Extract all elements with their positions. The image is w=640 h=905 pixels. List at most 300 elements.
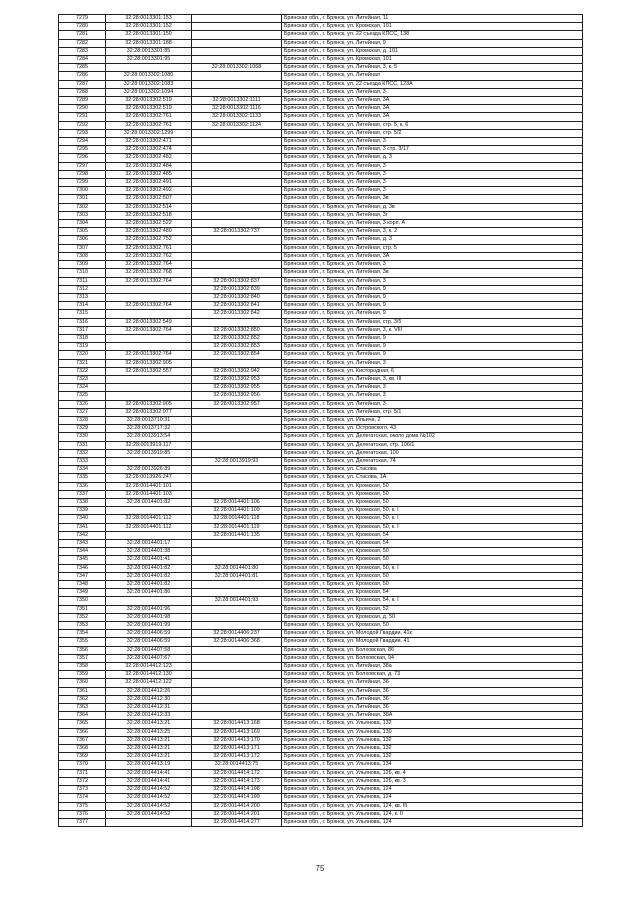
- parent-cadastral-number-cell: 32:28:0013302:942: [192, 367, 282, 375]
- parent-cadastral-number-cell: [192, 449, 282, 457]
- address-cell: Брянская обл., г. Брянск, ул. Ульянова, 130: [282, 728, 583, 736]
- cadastral-number-cell: 32:28:0014414:52: [106, 810, 192, 818]
- address-cell: Брянская обл., г. Брянск, ул. Литейная, 3: [282, 88, 583, 96]
- parent-cadastral-number-cell: [192, 613, 282, 621]
- cadastral-number-cell: 32:28:0013302:480: [106, 228, 192, 236]
- cadastral-number-cell: 32:28:0013302:474: [106, 146, 192, 154]
- parent-cadastral-number-cell: [192, 490, 282, 498]
- table-row: [59, 269, 583, 277]
- parent-cadastral-number-cell: [192, 712, 282, 720]
- row-number-cell: 7355: [59, 638, 106, 646]
- parent-cadastral-number-cell: [192, 47, 282, 55]
- row-number-cell: 7304: [59, 220, 106, 228]
- address-cell: Брянская обл., г. Брянск, ул. Литейная, 3: [282, 179, 583, 187]
- row-number-cell: 7377: [59, 818, 106, 826]
- address-cell: Брянская обл., г. Брянск, ул. Кромская, 50, к. I: [282, 564, 583, 572]
- address-cell: Брянская обл., г. Брянск, ул. Делегатская, 74: [282, 457, 583, 465]
- cadastral-number-cell: 32:28:0013301:85: [106, 47, 192, 55]
- address-cell: Брянская обл., г. Брянск, ул. 22 съезда КПСС, 138: [282, 31, 583, 39]
- row-number-cell: 7281: [59, 31, 106, 39]
- address-cell: Брянская обл., г. Брянск, ул. Кромская, 50, к. I: [282, 523, 583, 531]
- table-row: [59, 441, 583, 449]
- cadastral-number-cell: 32:28:0013302:482: [106, 154, 192, 162]
- row-number-cell: 7331: [59, 441, 106, 449]
- parent-cadastral-number-cell: [192, 687, 282, 695]
- parent-cadastral-number-cell: [192, 170, 282, 178]
- cadastral-number-cell: 32:28:0013302:764: [106, 277, 192, 285]
- address-cell: Брянская обл., г. Брянск, ул. Кромская, 50: [282, 498, 583, 506]
- address-cell: Брянская обл., г. Брянск, ул. Болховская, 94: [282, 654, 583, 662]
- cadastral-number-cell: 32:28:0013302:762: [106, 252, 192, 260]
- cadastral-number-cell: 32:28:0014401:82: [106, 581, 192, 589]
- row-number-cell: 7332: [59, 449, 106, 457]
- table-row: [59, 211, 583, 219]
- row-number-cell: 7288: [59, 88, 106, 96]
- parent-cadastral-number-cell: 32:28:0014414:200: [192, 802, 282, 810]
- parent-cadastral-number-cell: [192, 581, 282, 589]
- parent-cadastral-number-cell: [192, 482, 282, 490]
- address-cell: Брянская обл., г. Брянск, ул. Молодой Гвардии, 41к: [282, 630, 583, 638]
- table-row: [59, 31, 583, 39]
- address-cell: Брянская обл., г. Брянск, ул. Литейная, 36: [282, 704, 583, 712]
- address-cell: Брянская обл., г. Брянск, ул. Литейная, 9: [282, 310, 583, 318]
- address-cell: Брянская обл., г. Брянск, ул. Делегатская, около дома №102: [282, 433, 583, 441]
- cadastral-number-cell: 32:28:0013710:31: [106, 416, 192, 424]
- table-row: [59, 88, 583, 96]
- address-cell: Брянская обл., г. Брянск, ул. Ульянова, 132: [282, 745, 583, 753]
- cadastral-number-cell: 32:28:0014413:19: [106, 761, 192, 769]
- table-row: [59, 794, 583, 802]
- parent-cadastral-number-cell: [192, 236, 282, 244]
- row-number-cell: 7357: [59, 654, 106, 662]
- parent-cadastral-number-cell: [192, 162, 282, 170]
- address-cell: Брянская обл., г. Брянск, ул. Литейная, 36: [282, 695, 583, 703]
- table-row: [59, 531, 583, 539]
- address-cell: Брянская обл., г. Брянск, ул. Кромская, 50: [282, 622, 583, 630]
- table-row: [59, 540, 583, 548]
- row-number-cell: 7310: [59, 269, 106, 277]
- table-row: [59, 457, 583, 465]
- cadastral-number-cell: 32:28:0014401:86: [106, 589, 192, 597]
- address-cell: Брянская обл., г. Брянск, ул. Литейная, 3: [282, 138, 583, 146]
- table-row: [59, 56, 583, 64]
- address-cell: Брянская обл., г. Брянск, ул. Литейная, 38а: [282, 663, 583, 671]
- row-number-cell: 7311: [59, 277, 106, 285]
- row-number-cell: 7343: [59, 540, 106, 548]
- parent-cadastral-number-cell: 32:28:0014401:81: [192, 572, 282, 580]
- cadastral-number-cell: 32:28:0014414:52: [106, 794, 192, 802]
- parent-cadastral-number-cell: [192, 622, 282, 630]
- parent-cadastral-number-cell: 32:28:0014406:237: [192, 630, 282, 638]
- cadastral-number-cell: 32:28:0014414:41: [106, 777, 192, 785]
- address-cell: Брянская обл., г. Брянск, ул. Литейная, 3в: [282, 269, 583, 277]
- row-number-cell: 7335: [59, 474, 106, 482]
- parent-cadastral-number-cell: 32:28:0013302:737: [192, 228, 282, 236]
- parent-cadastral-number-cell: 32:28:0014413:172: [192, 753, 282, 761]
- cadastral-number-cell: 32:28:0013302:761: [106, 244, 192, 252]
- cadastral-number-cell: 32:28:0013302:519: [106, 105, 192, 113]
- table-row: [59, 490, 583, 498]
- parent-cadastral-number-cell: 32:28:0013302:840: [192, 293, 282, 301]
- address-cell: Брянская обл., г. Брянск, ул. Ульянова, 134: [282, 761, 583, 769]
- table-row: [59, 498, 583, 506]
- cadastral-number-cell: [106, 293, 192, 301]
- parent-cadastral-number-cell: [192, 15, 282, 23]
- table-row: [59, 802, 583, 810]
- table-row: [59, 736, 583, 744]
- row-number-cell: 7283: [59, 47, 106, 55]
- cadastral-number-cell: 32:28:0013926:39: [106, 466, 192, 474]
- address-cell: Брянская обл., г. Брянск, ул. Ульянова, 126, кв. 3: [282, 777, 583, 785]
- address-cell: Брянская обл., г. Брянск, ул. Литейная, 3 корп. А: [282, 220, 583, 228]
- table-row: [59, 113, 583, 121]
- address-cell: Брянская обл., г. Брянск, ул. Литейная, 3: [282, 384, 583, 392]
- row-number-cell: 7348: [59, 581, 106, 589]
- table-row: [59, 654, 583, 662]
- parent-cadastral-number-cell: [192, 252, 282, 260]
- address-cell: Брянская обл., г. Брянск, ул. Литейная, 9: [282, 302, 583, 310]
- table-row: [59, 745, 583, 753]
- address-cell: Брянская обл., г. Брянск, ул. Литейная, 9: [282, 285, 583, 293]
- table-row: [59, 203, 583, 211]
- row-number-cell: 7356: [59, 646, 106, 654]
- cadastral-number-cell: 32:28:0013301:152: [106, 23, 192, 31]
- row-number-cell: 7328: [59, 416, 106, 424]
- table-row: [59, 220, 583, 228]
- cadastral-number-cell: 32:28:0013302:519: [106, 97, 192, 105]
- row-number-cell: 7362: [59, 695, 106, 703]
- row-number-cell: 7293: [59, 129, 106, 137]
- table-row: [59, 261, 583, 269]
- table-row: [59, 351, 583, 359]
- cadastral-number-cell: 32:28:0014413:21: [106, 753, 192, 761]
- cadastral-number-cell: 32:28:0014401:96: [106, 605, 192, 613]
- row-number-cell: 7316: [59, 318, 106, 326]
- table-row: [59, 449, 583, 457]
- row-number-cell: 7308: [59, 252, 106, 260]
- parent-cadastral-number-cell: [192, 129, 282, 137]
- address-cell: Брянская обл., г. Брянск, ул. Литейная, 3, к. 2: [282, 228, 583, 236]
- parent-cadastral-number-cell: [192, 663, 282, 671]
- cadastral-number-cell: 32:28:0014406:59: [106, 630, 192, 638]
- parent-cadastral-number-cell: [192, 408, 282, 416]
- table-row: [59, 105, 583, 113]
- table-row: [59, 679, 583, 687]
- cadastral-number-cell: 32:28:0014413:25: [106, 728, 192, 736]
- row-number-cell: 7280: [59, 23, 106, 31]
- cadastral-number-cell: 32:28:0013302:905: [106, 400, 192, 408]
- parent-cadastral-number-cell: [192, 646, 282, 654]
- cadastral-number-cell: 32:28:0013302:522: [106, 220, 192, 228]
- parent-cadastral-number-cell: 32:28:0014413:168: [192, 720, 282, 728]
- table-row: [59, 162, 583, 170]
- row-number-cell: 7279: [59, 15, 106, 23]
- address-cell: Брянская обл., г. Брянск, ул. Литейная, 3: [282, 392, 583, 400]
- address-cell: Брянская обл., г. Брянск, ул. Литейная, 36: [282, 687, 583, 695]
- cadastral-number-cell: 32:28:0014412:31: [106, 704, 192, 712]
- row-number-cell: 7351: [59, 605, 106, 613]
- table-row: [59, 302, 583, 310]
- cadastral-number-cell: 32:28:0013717:32: [106, 425, 192, 433]
- cadastral-number-cell: 32:28:0014412:33: [106, 712, 192, 720]
- parent-cadastral-number-cell: 32:28:0014414:199: [192, 794, 282, 802]
- cadastral-number-cell: 32:28:0014407:67: [106, 654, 192, 662]
- cadastral-number-cell: 32:28:0014401:101: [106, 482, 192, 490]
- address-cell: Брянская обл., г. Брянск, ул. Делегатская, 100: [282, 449, 583, 457]
- row-number-cell: 7314: [59, 302, 106, 310]
- row-number-cell: 7329: [59, 425, 106, 433]
- table-row: [59, 384, 583, 392]
- parent-cadastral-number-cell: 32:28:0014401:93: [192, 597, 282, 605]
- parent-cadastral-number-cell: [192, 80, 282, 88]
- row-number-cell: 7313: [59, 293, 106, 301]
- parent-cadastral-number-cell: [192, 695, 282, 703]
- parent-cadastral-number-cell: 32:28:0013302:850: [192, 326, 282, 334]
- parent-cadastral-number-cell: 32:28:0014413:75: [192, 761, 282, 769]
- parent-cadastral-number-cell: [192, 195, 282, 203]
- address-cell: Брянская обл., г. Брянск, ул. Литейная, стр. 5/2: [282, 129, 583, 137]
- table-row: [59, 277, 583, 285]
- cadastral-number-cell: 32:28:0013302:507: [106, 195, 192, 203]
- address-cell: Брянская обл., г. Брянск, ул. Литейная, 3: [282, 261, 583, 269]
- parent-cadastral-number-cell: [192, 146, 282, 154]
- row-number-cell: 7303: [59, 211, 106, 219]
- address-cell: Брянская обл., г. Брянск, ул. Литейная, д. 3: [282, 154, 583, 162]
- parent-cadastral-number-cell: [192, 589, 282, 597]
- address-cell: Брянская обл., г. Брянск, ул. Литейная, 3: [282, 400, 583, 408]
- table-row: [59, 187, 583, 195]
- row-number-cell: 7318: [59, 334, 106, 342]
- row-number-cell: 7349: [59, 589, 106, 597]
- address-cell: Брянская обл., г. Брянск, ул. Стасова: [282, 466, 583, 474]
- parent-cadastral-number-cell: [192, 548, 282, 556]
- row-number-cell: 7363: [59, 704, 106, 712]
- parent-cadastral-number-cell: 32:28:0014401:106: [192, 498, 282, 506]
- address-cell: Брянская обл., г. Брянск, ул. Литейная, 9: [282, 343, 583, 351]
- cadastral-number-cell: 32:28:0013302:484: [106, 162, 192, 170]
- cadastral-number-cell: 32:28:0013302:1299: [106, 129, 192, 137]
- address-cell: Брянская обл., г. Брянск, ул. Литейная, стр. 3/5: [282, 318, 583, 326]
- table-row: [59, 638, 583, 646]
- address-cell: Брянская обл., г. Брянск, ул. Литейная, стр. 5: [282, 244, 583, 252]
- address-cell: Брянская обл., г. Брянск, ул. Кромская, 50: [282, 548, 583, 556]
- table-row: [59, 818, 583, 826]
- row-number-cell: 7320: [59, 351, 106, 359]
- row-number-cell: 7319: [59, 343, 106, 351]
- parent-cadastral-number-cell: [192, 203, 282, 211]
- address-cell: Брянская обл., г. Брянск, ул. Кромская, 54: [282, 531, 583, 539]
- address-cell: Брянская обл., г. Брянск, ул. Молодой Гвардии, 41: [282, 638, 583, 646]
- parent-cadastral-number-cell: [192, 154, 282, 162]
- parent-cadastral-number-cell: 32:28:0014414:201: [192, 810, 282, 818]
- parent-cadastral-number-cell: [192, 269, 282, 277]
- address-cell: Брянская обл., г. Брянск, ул. Кромская, 50: [282, 482, 583, 490]
- address-cell: Брянская обл., г. Брянск, ул. Литейная, 3А: [282, 105, 583, 113]
- address-cell: Брянская обл., г. Брянск, ул. Литейная, 11: [282, 15, 583, 23]
- table-row: [59, 581, 583, 589]
- row-number-cell: 7371: [59, 769, 106, 777]
- table-row: [59, 507, 583, 515]
- row-number-cell: 7322: [59, 367, 106, 375]
- row-number-cell: 7307: [59, 244, 106, 252]
- cadastral-number-cell: 32:28:0013302:905: [106, 359, 192, 367]
- table-row: [59, 129, 583, 137]
- parent-cadastral-number-cell: 32:28:0013302:956: [192, 392, 282, 400]
- cadastral-number-cell: 32:28:0013302:764: [106, 351, 192, 359]
- row-number-cell: 7364: [59, 712, 106, 720]
- row-number-cell: 7305: [59, 228, 106, 236]
- parent-cadastral-number-cell: [192, 654, 282, 662]
- cadastral-number-cell: 32:28:0013302:761: [106, 113, 192, 121]
- cadastral-number-cell: 32:28:0013302:752: [106, 236, 192, 244]
- cadastral-number-cell: [106, 285, 192, 293]
- table-row: [59, 343, 583, 351]
- parent-cadastral-number-cell: [192, 88, 282, 96]
- parent-cadastral-number-cell: [192, 318, 282, 326]
- cadastral-number-cell: [106, 457, 192, 465]
- table-row: [59, 482, 583, 490]
- cadastral-number-cell: 32:28:0013913:54: [106, 433, 192, 441]
- table-row: [59, 572, 583, 580]
- table-row: [59, 433, 583, 441]
- row-number-cell: 7370: [59, 761, 106, 769]
- cadastral-number-cell: 32:28:0014401:41: [106, 556, 192, 564]
- row-number-cell: 7326: [59, 400, 106, 408]
- row-number-cell: 7300: [59, 187, 106, 195]
- table-row: [59, 23, 583, 31]
- address-cell: Брянская обл., г. Брянск, ул. Кромская, д. 50: [282, 613, 583, 621]
- cadastral-number-cell: [106, 334, 192, 342]
- parent-cadastral-number-cell: [192, 556, 282, 564]
- address-cell: Брянская обл., г. Брянск, ул. Литейная, 9: [282, 334, 583, 342]
- row-number-cell: 7321: [59, 359, 106, 367]
- row-number-cell: 7284: [59, 56, 106, 64]
- parent-cadastral-number-cell: 32:28:0013919:93: [192, 457, 282, 465]
- table-row: [59, 712, 583, 720]
- parent-cadastral-number-cell: 32:28:0014414:172: [192, 769, 282, 777]
- row-number-cell: 7295: [59, 146, 106, 154]
- cadastral-number-cell: 32:28:0014401:103: [106, 490, 192, 498]
- cadastral-number-cell: 32:28:0013301:95: [106, 56, 192, 64]
- parent-cadastral-number-cell: 32:28:0014414:277: [192, 818, 282, 826]
- table-row: [59, 597, 583, 605]
- row-number-cell: 7337: [59, 490, 106, 498]
- address-cell: Брянская обл., г. Брянск, ул. Литейная, стр. 5/1: [282, 408, 583, 416]
- parent-cadastral-number-cell: 32:28:0013302:1133: [192, 113, 282, 121]
- row-number-cell: 7291: [59, 113, 106, 121]
- row-number-cell: 7372: [59, 777, 106, 785]
- cadastral-number-cell: 32:28:0014401:38: [106, 548, 192, 556]
- address-cell: Брянская обл., г. Брянск, ул. Болховская, 86: [282, 646, 583, 654]
- table-row: [59, 285, 583, 293]
- address-cell: Брянская обл., г. Брянск, ул. Кромская, 54, к. I: [282, 597, 583, 605]
- cadastral-number-cell: 32:28:0013302:768: [106, 269, 192, 277]
- parent-cadastral-number-cell: 32:28:0013302:852: [192, 334, 282, 342]
- parent-cadastral-number-cell: 32:28:0014413:170: [192, 736, 282, 744]
- parent-cadastral-number-cell: [192, 179, 282, 187]
- page-number: 75: [315, 864, 325, 873]
- row-number-cell: 7317: [59, 326, 106, 334]
- table-row: [59, 622, 583, 630]
- table-row: [59, 728, 583, 736]
- parent-cadastral-number-cell: 32:28:0013302:955: [192, 384, 282, 392]
- table-row: [59, 310, 583, 318]
- cadastral-number-cell: 32:28:0013919:85: [106, 449, 192, 457]
- table-row: [59, 146, 583, 154]
- row-number-cell: 7334: [59, 466, 106, 474]
- cadastral-number-cell: 32:28:0013302:514: [106, 203, 192, 211]
- address-cell: Брянская обл., г. Брянск, ул. Литейная, 3, кв. III: [282, 375, 583, 383]
- cadastral-number-cell: [106, 343, 192, 351]
- cadastral-number-cell: 32:28:0014412:30: [106, 695, 192, 703]
- row-number-cell: 7340: [59, 515, 106, 523]
- parent-cadastral-number-cell: [192, 31, 282, 39]
- table-row: [59, 564, 583, 572]
- table-row: [59, 769, 583, 777]
- table-row: [59, 687, 583, 695]
- row-number-cell: 7301: [59, 195, 106, 203]
- address-cell: Брянская обл., г. Брянск, ул. Ульянова, 124: [282, 818, 583, 826]
- parent-cadastral-number-cell: 32:28:0014401:135: [192, 531, 282, 539]
- address-cell: Брянская обл., г. Брянск, ул. Кромская, 54: [282, 540, 583, 548]
- cadastral-number-cell: 32:28:0014412:122: [106, 679, 192, 687]
- parent-cadastral-number-cell: [192, 359, 282, 367]
- cadastral-number-cell: 32:28:0013302:549: [106, 318, 192, 326]
- address-cell: Брянская обл., г. Брянск, ул. 22 съезда КПСС, 123А: [282, 80, 583, 88]
- row-number-cell: 7353: [59, 622, 106, 630]
- table-row: [59, 293, 583, 301]
- table-row: [59, 252, 583, 260]
- table-row: [59, 408, 583, 416]
- table-row: [59, 605, 583, 613]
- cadastral-number-cell: [106, 384, 192, 392]
- cadastral-number-cell: 32:28:0013302:977: [106, 408, 192, 416]
- cadastral-number-cell: 32:28:0014401:82: [106, 572, 192, 580]
- table-row: [59, 154, 583, 162]
- table-row: [59, 179, 583, 187]
- cadastral-number-cell: [106, 64, 192, 72]
- row-number-cell: 7302: [59, 203, 106, 211]
- parent-cadastral-number-cell: [192, 704, 282, 712]
- cadastral-number-cell: 32:28:0014413:21: [106, 720, 192, 728]
- row-number-cell: 7347: [59, 572, 106, 580]
- address-cell: Брянская обл., г. Брянск, ул. Кромская, 50: [282, 490, 583, 498]
- row-number-cell: 7285: [59, 64, 106, 72]
- address-cell: Брянская обл., г. Брянск, ул. Болховская, д. 73: [282, 671, 583, 679]
- cadastral-number-cell: [106, 310, 192, 318]
- address-cell: Брянская обл., г. Брянск, ул. Литейная, 3: [282, 359, 583, 367]
- parent-cadastral-number-cell: 32:28:0013302:839: [192, 285, 282, 293]
- cadastral-number-cell: 32:28:0013919:117: [106, 441, 192, 449]
- row-number-cell: 7336: [59, 482, 106, 490]
- cadastral-number-cell: 32:28:0013302:557: [106, 367, 192, 375]
- parent-cadastral-number-cell: 32:28:0014406:368: [192, 638, 282, 646]
- table-row: [59, 72, 583, 80]
- parent-cadastral-number-cell: [192, 244, 282, 252]
- address-cell: Брянская обл., г. Брянск, ул. Литейная, 3: [282, 187, 583, 195]
- cadastral-number-cell: 32:28:0013302:518: [106, 211, 192, 219]
- address-cell: Брянская обл., г. Брянск, ул. Кистородная, 6: [282, 367, 583, 375]
- address-cell: Брянская обл., г. Брянск, ул. Ильича, 2: [282, 416, 583, 424]
- row-number-cell: 7327: [59, 408, 106, 416]
- cadastral-number-cell: [106, 818, 192, 826]
- row-number-cell: 7290: [59, 105, 106, 113]
- address-cell: Брянская обл., г. Брянск, ул. Кромская, 52: [282, 605, 583, 613]
- parent-cadastral-number-cell: 32:28:0014401:119: [192, 523, 282, 531]
- parent-cadastral-number-cell: [192, 540, 282, 548]
- cadastral-number-cell: 32:28:0014401:17: [106, 540, 192, 548]
- parent-cadastral-number-cell: 32:28:0013302:837: [192, 277, 282, 285]
